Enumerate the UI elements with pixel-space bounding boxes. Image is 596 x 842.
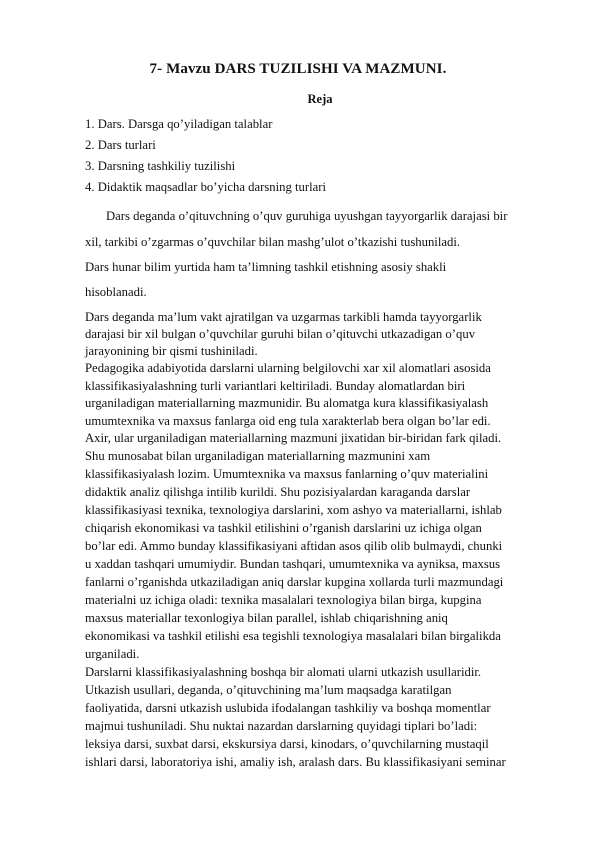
plan-item: 3. Darsning tashkiliy tuzilishi — [85, 159, 236, 173]
body-line: u xaddan tashqari umumiydir. Bundan tashqari, umumtexnika va ayniksa, maxsus — [85, 557, 501, 571]
body-line: Dars hunar bilim yurtida ham ta’limning tashkil etishning asosiy shakli — [85, 260, 447, 274]
body-line: chiqarish ekonomikasi va tashkil etilishini o’rganish darslarini uz ichiga olgan — [85, 521, 482, 535]
body-line: Dars deganda o’qituvchning o’quv guruhiga uyushgan tayyorgarlik darajasi bir — [106, 209, 508, 223]
plan-item: 4. Didaktik maqsadlar bo’yicha darsning turlari — [85, 180, 326, 194]
body-line: majmui tushuniladi. Shu nuktai nazardan darslarning quyidagi tiplari bo’ladi: — [85, 719, 478, 733]
page-title: 7- Mavzu DARS TUZILISHI VA MAZMUNI. — [149, 61, 447, 77]
body-line: ekonomikasi va tashkil etilishi esa tegishli texnologiya masalalari bilan birgalikda — [85, 629, 501, 643]
body-line: maxsus materiallar texonlogiya bilan parallel, ishlab chiqarishning aniq — [85, 611, 448, 625]
body-line: Utkazish usullari, deganda, o’qituvchining ma’lum maqsadga karatilgan — [85, 683, 452, 697]
body-line: jarayonining bir qismi tushiniladi. — [85, 344, 258, 358]
body-line: Shu munosabat bilan urganiladigan materiallarning mazmunini xam — [85, 449, 431, 463]
body-line: Axir, ular urganiladigan materiallarning mazmuni jixatidan bir-biridan fark qiladi. — [85, 431, 502, 445]
body-line: hisoblanadi. — [85, 285, 147, 299]
body-line: Dars deganda ma’lum vakt ajratilgan va uzgarmas tarkibli hamda tayyorgarlik — [85, 310, 482, 324]
body-line: darajasi bir xil bulgan o’quvchilar guruhi bilan o’qituvchi utkazadigan o’quv — [85, 327, 476, 341]
body-line: umumtexnika va maxsus fanlarga oid eng tula xarakterlab bera olgan bo’lar edi. — [85, 414, 491, 428]
body-line: leksiya darsi, suxbat darsi, ekskursiya darsi, kinodars, o’quvchilarning mustaqil — [85, 737, 489, 751]
body-line: bo’lar edi. Ammo bunday klassifikasiyani aftidan asos qilib olib bulmaydi, chunki — [85, 539, 503, 553]
body-line: Pedagogika adabiyotida darslarni ularning belgilovchi xar xil alomatlari asosida — [85, 361, 491, 375]
body-line: Darslarni klassifikasiyalashning boshqa bir alomati ularni utkazish usullaridir. — [85, 665, 482, 679]
plan-heading: Reja — [307, 92, 333, 106]
body-line: klassifikasiyasi texnika, texnologiya darslarini, xom ashyo va materiallarni, ishlab — [85, 503, 502, 517]
body-line: faoliyatida, darsni utkazish uslubida ifodalangan tashkiliy va boshqa momentlar — [85, 701, 491, 715]
plan-item: 2. Dars turlari — [85, 138, 156, 152]
body-line: urganiladi. — [85, 647, 140, 661]
body-line: materialni uz ichiga oladi: texnika masalalari texnologiya bilan birga, kupgina — [85, 593, 482, 607]
body-line: klassifikasiyalashning turli variantlari keltiriladi. Bunday alomatlardan biri — [85, 379, 466, 393]
body-line: xil, tarkibi o’zgarmas o’quvchilar bilan mashg’ulot o’tkazishi tushuniladi. — [85, 235, 461, 249]
body-line: klassifikasiyalash lozim. Umumtexnika va maxsus fanlarning o’quv materialini — [85, 467, 489, 481]
plan-item: 1. Dars. Darsga qo’yiladigan talablar — [85, 117, 273, 131]
body-line: urganiladigan materiallarning mazmunidir. Bu alomatga kura klassifikasiyalash — [85, 396, 489, 410]
body-line: ishlari darsi, laboratoriya ishi, amaliy ish, aralash dars. Bu klassifikasiyani seminar — [85, 755, 506, 769]
body-line: fanlarni o’rganishda utkaziladigan aniq darslar kupgina xollarda turli mazmundagi — [85, 575, 504, 589]
body-line: didaktik analiz qilishga intilib kurildi. Shu pozisiyalardan karaganda darslar — [85, 485, 471, 499]
